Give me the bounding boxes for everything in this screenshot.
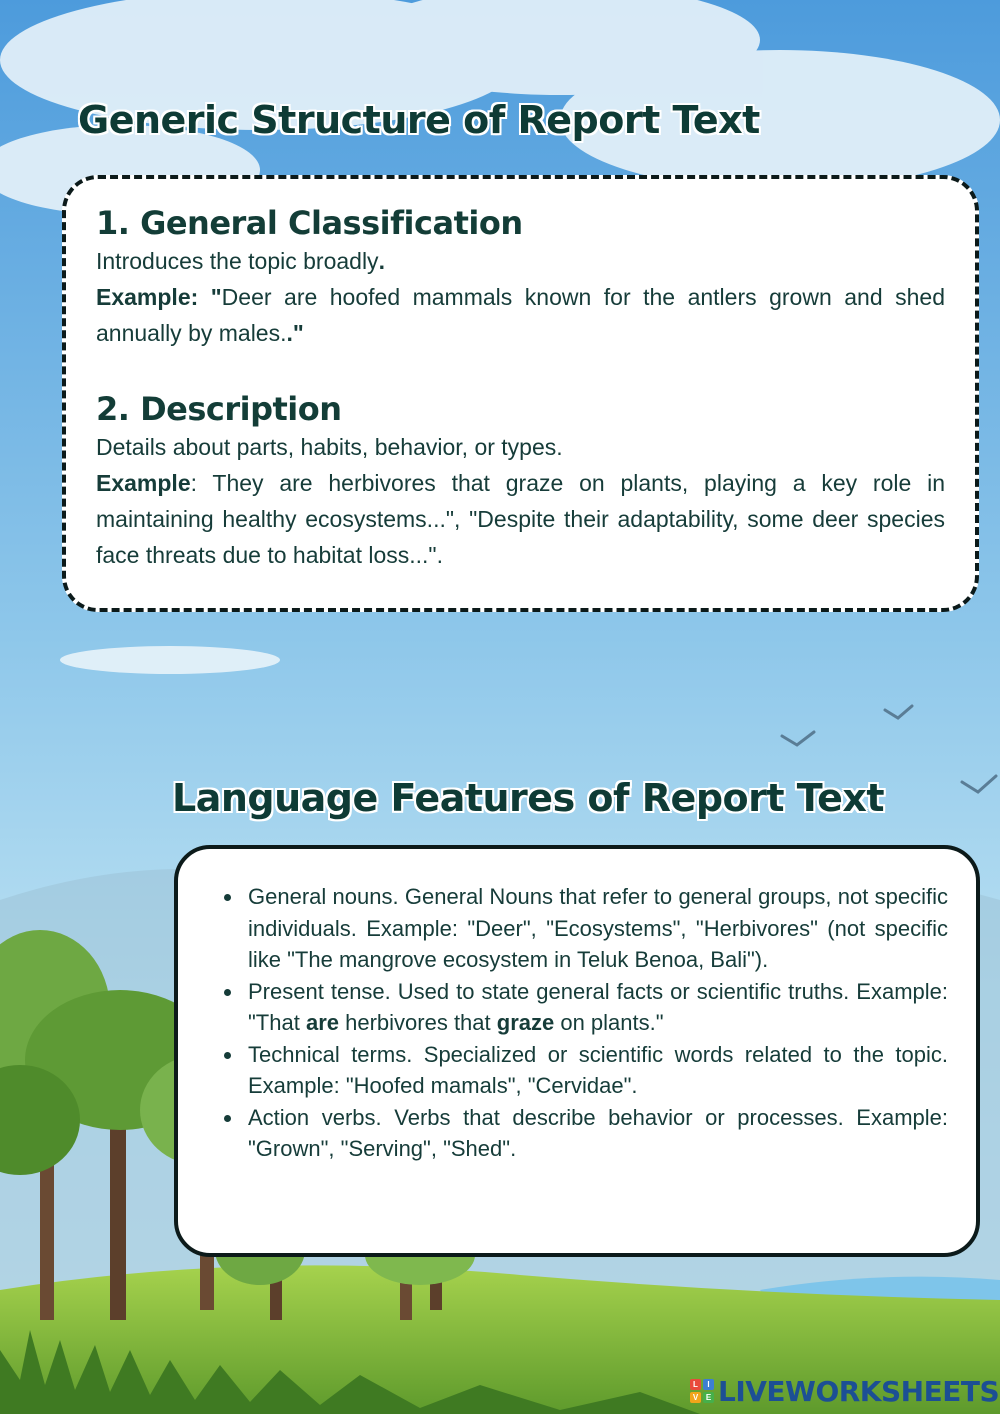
general-classification-example	[96, 279, 945, 351]
desc-text: Introduces the topic broadly	[96, 248, 379, 274]
example-text: : They are herbivores that graze on plants, playing a key role in maintaining healthy ecosystems...", "Despite their adaptability, some deer species face threats due to habitat loss...".	[96, 470, 945, 568]
logo-text: LIVEWORKSHEETS	[718, 1374, 1000, 1408]
list-item-technical-terms: • Technical terms. Specialized or scientific words related to the topic. Example: "Hoofed mamals", "Cervidae".	[244, 1039, 948, 1102]
example-text: Deer are hoofed mammals known for the antlers grown and shed annually by males.	[96, 284, 945, 346]
heading-general-classification: 1. General Classification	[96, 204, 523, 242]
logo-letter: I	[703, 1379, 714, 1390]
logo-letter: L	[690, 1379, 701, 1390]
list-item-present-tense	[244, 976, 948, 1039]
example-open-quote: "	[198, 284, 222, 310]
liveworksheets-logo	[690, 1374, 999, 1408]
list-item-action-verbs: • Action verbs. Verbs that describe behavior or processes. Example: "Grown", "Serving", "Shed".	[244, 1102, 948, 1165]
logo-letter: V	[690, 1392, 701, 1403]
logo-icon	[690, 1379, 714, 1403]
description-text: Details about parts, habits, behavior, or types.	[96, 434, 563, 460]
desc-period: .	[378, 248, 385, 274]
language-features-card	[174, 845, 980, 1257]
generic-structure-card	[62, 175, 979, 612]
example-label: Example	[96, 470, 191, 496]
language-features-list	[218, 881, 948, 1165]
list-text: Present tense. Used to state general facts or scientific truths. Example: "That	[248, 978, 948, 1035]
list-text: herbivores that	[339, 1010, 497, 1035]
example-label: Example:	[96, 284, 199, 310]
heading-description: 2. Description	[96, 390, 342, 428]
example-close-quote: ."	[286, 320, 304, 346]
section-title-generic-structure: Generic Structure of Report Text	[78, 98, 760, 142]
description-example	[96, 465, 945, 573]
logo-letter: E	[703, 1392, 714, 1403]
general-classification-description	[96, 243, 945, 279]
list-item-general-nouns: • General nouns. General Nouns that refer to general groups, not specific individuals. Example: "Deer", "Ecosystems", "Herbivores" (not specific like "The mangrove ecosystem in Teluk Benoa, Bali").	[244, 881, 948, 976]
bold-word: are	[305, 1010, 339, 1035]
bold-word: graze	[496, 1010, 555, 1035]
section-title-language-features: Language Features of Report Text	[172, 776, 885, 820]
list-text: on plants."	[554, 1010, 664, 1035]
